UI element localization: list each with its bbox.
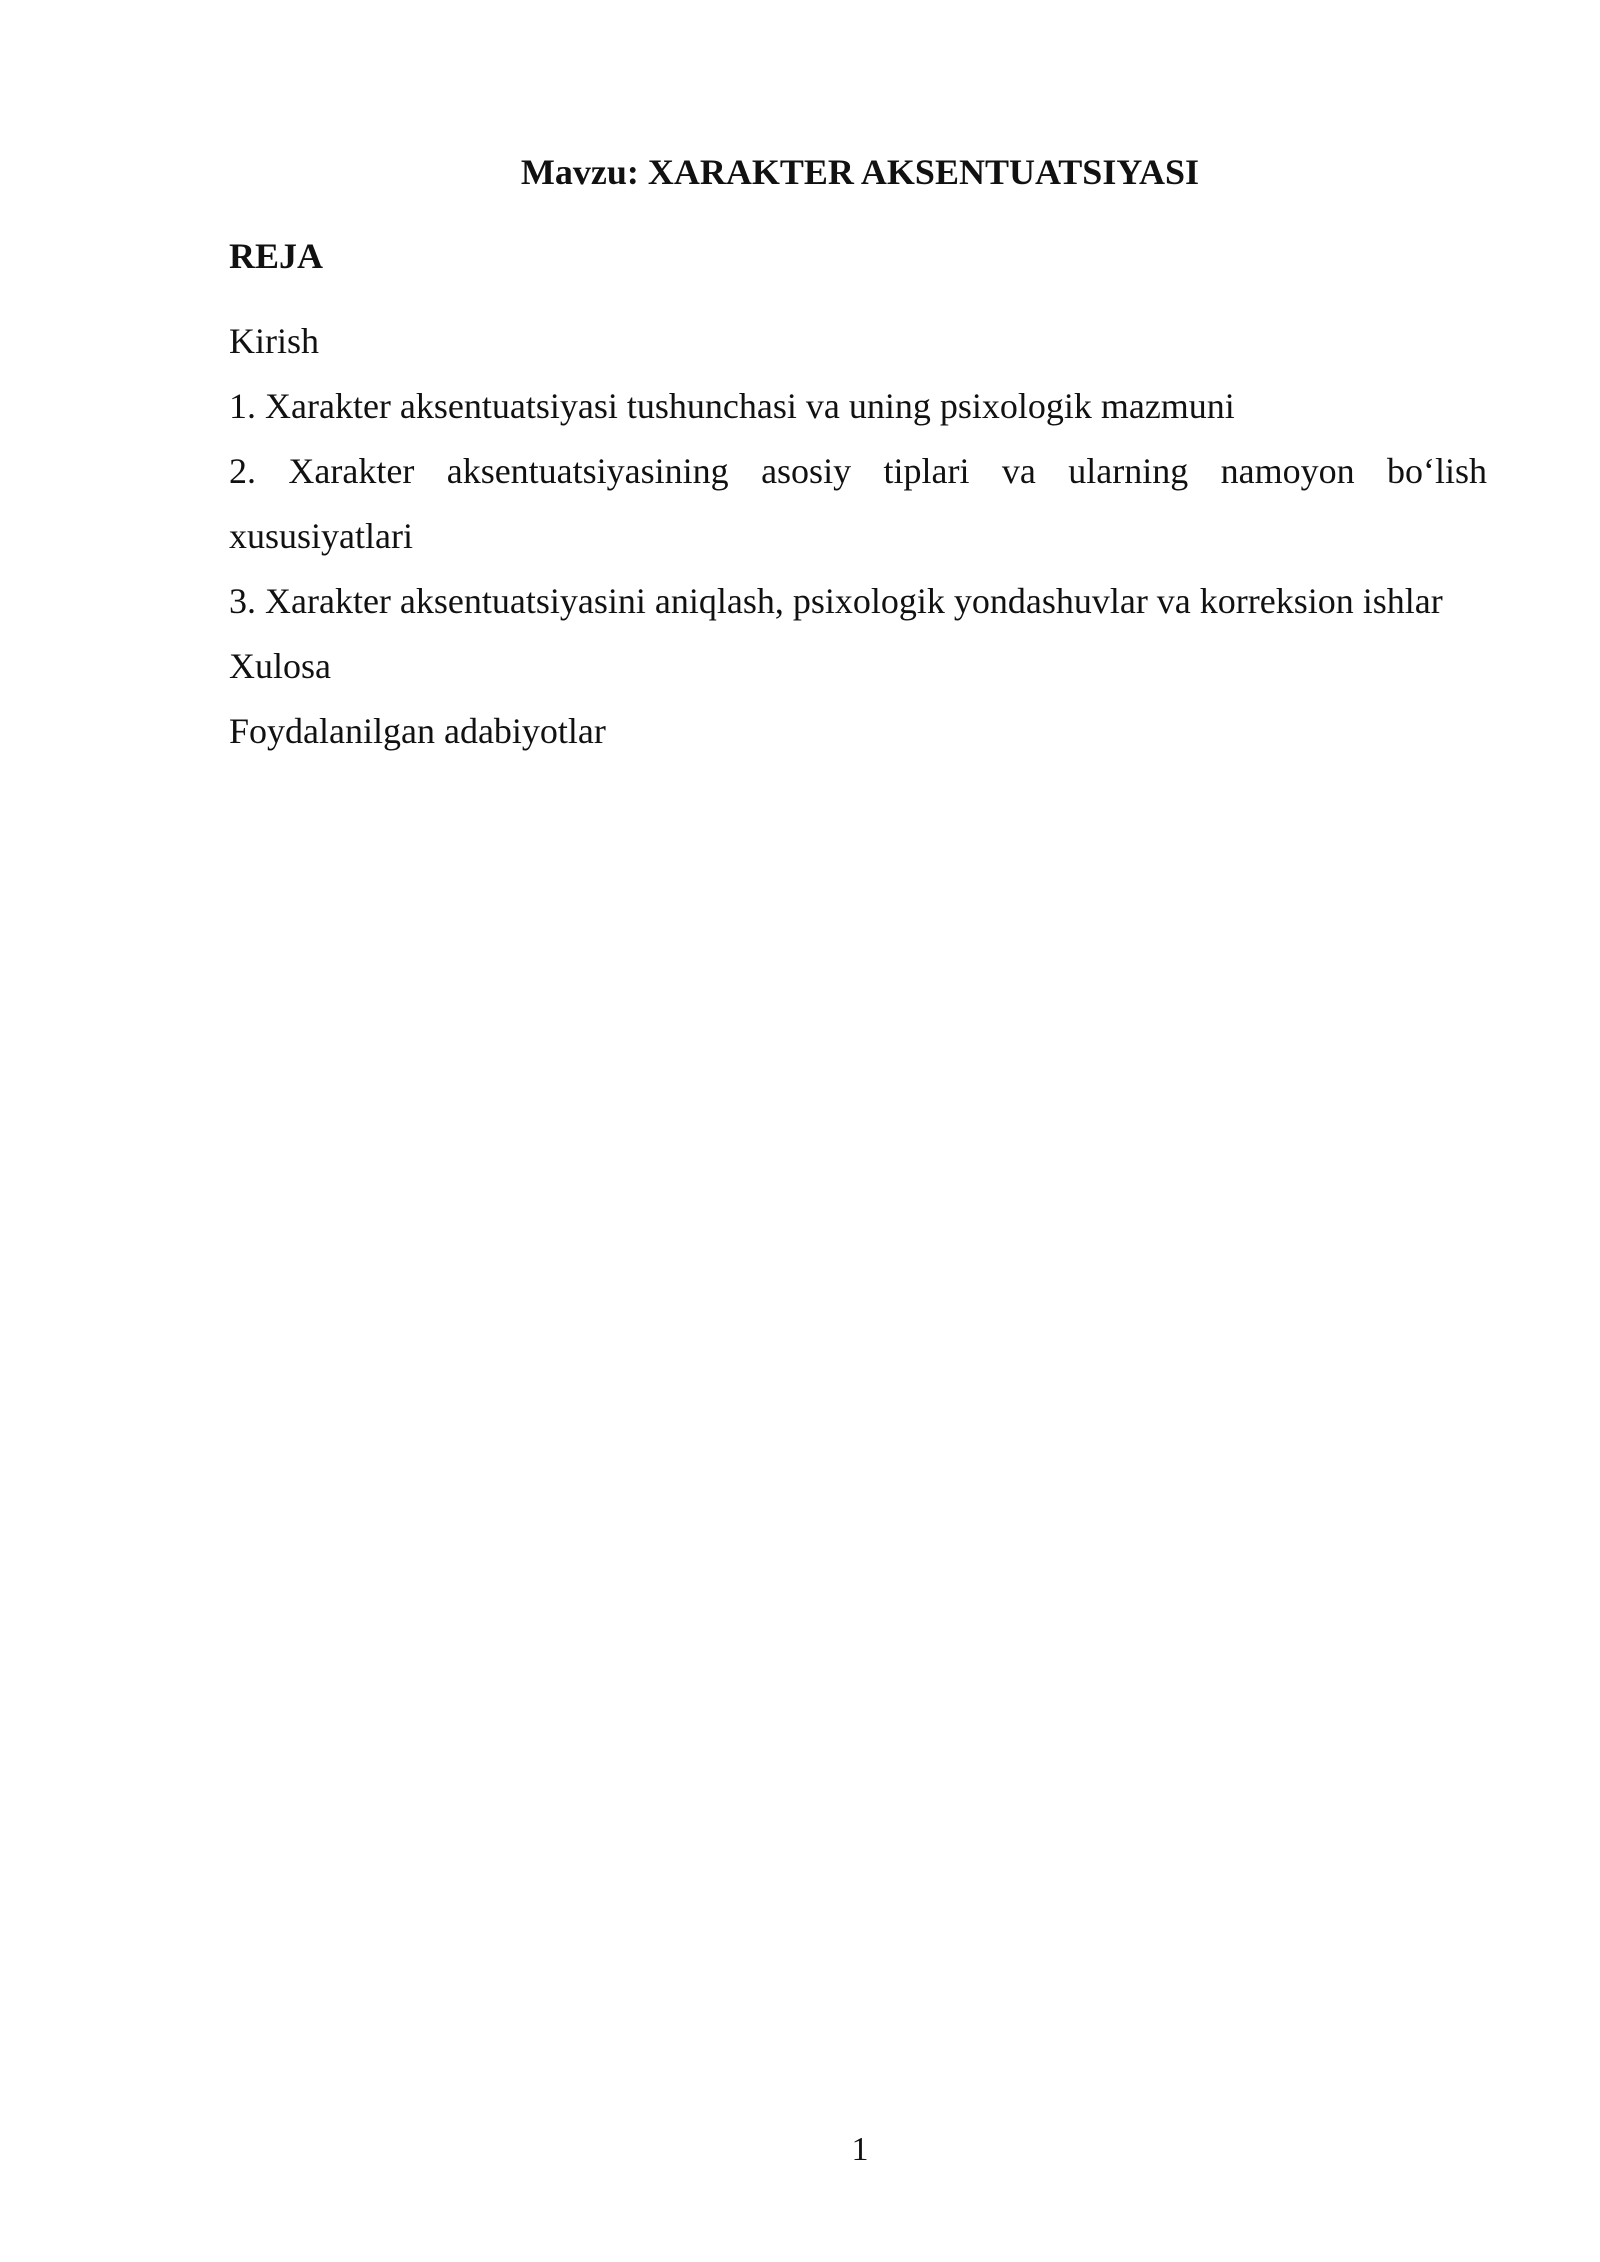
plan-item-conclusion: Xulosa: [229, 646, 331, 686]
document-title: Mavzu: XARAKTER AKSENTUATSIYASI: [520, 152, 1200, 192]
plan-item-introduction: Kirish: [229, 321, 319, 361]
plan-list: [229, 309, 1487, 764]
page-number: 1: [851, 2131, 869, 2168]
plan-item-2: 2. Xarakter aksentuatsiyasining asosiy tiplari va ularning namoyon bo‘lish xususiyatlari: [229, 451, 1487, 556]
plan-item-references: Foydalanilgan adabiyotlar: [229, 711, 606, 751]
plan-heading: REJA: [229, 236, 324, 276]
plan-item-3: 3. Xarakter aksentuatsiyasini aniqlash, psixologik yondashuvlar va korreksion ishlar: [229, 581, 1443, 621]
plan-item-1: 1. Xarakter aksentuatsiyasi tushunchasi va uning psixologik mazmuni: [229, 386, 1235, 426]
